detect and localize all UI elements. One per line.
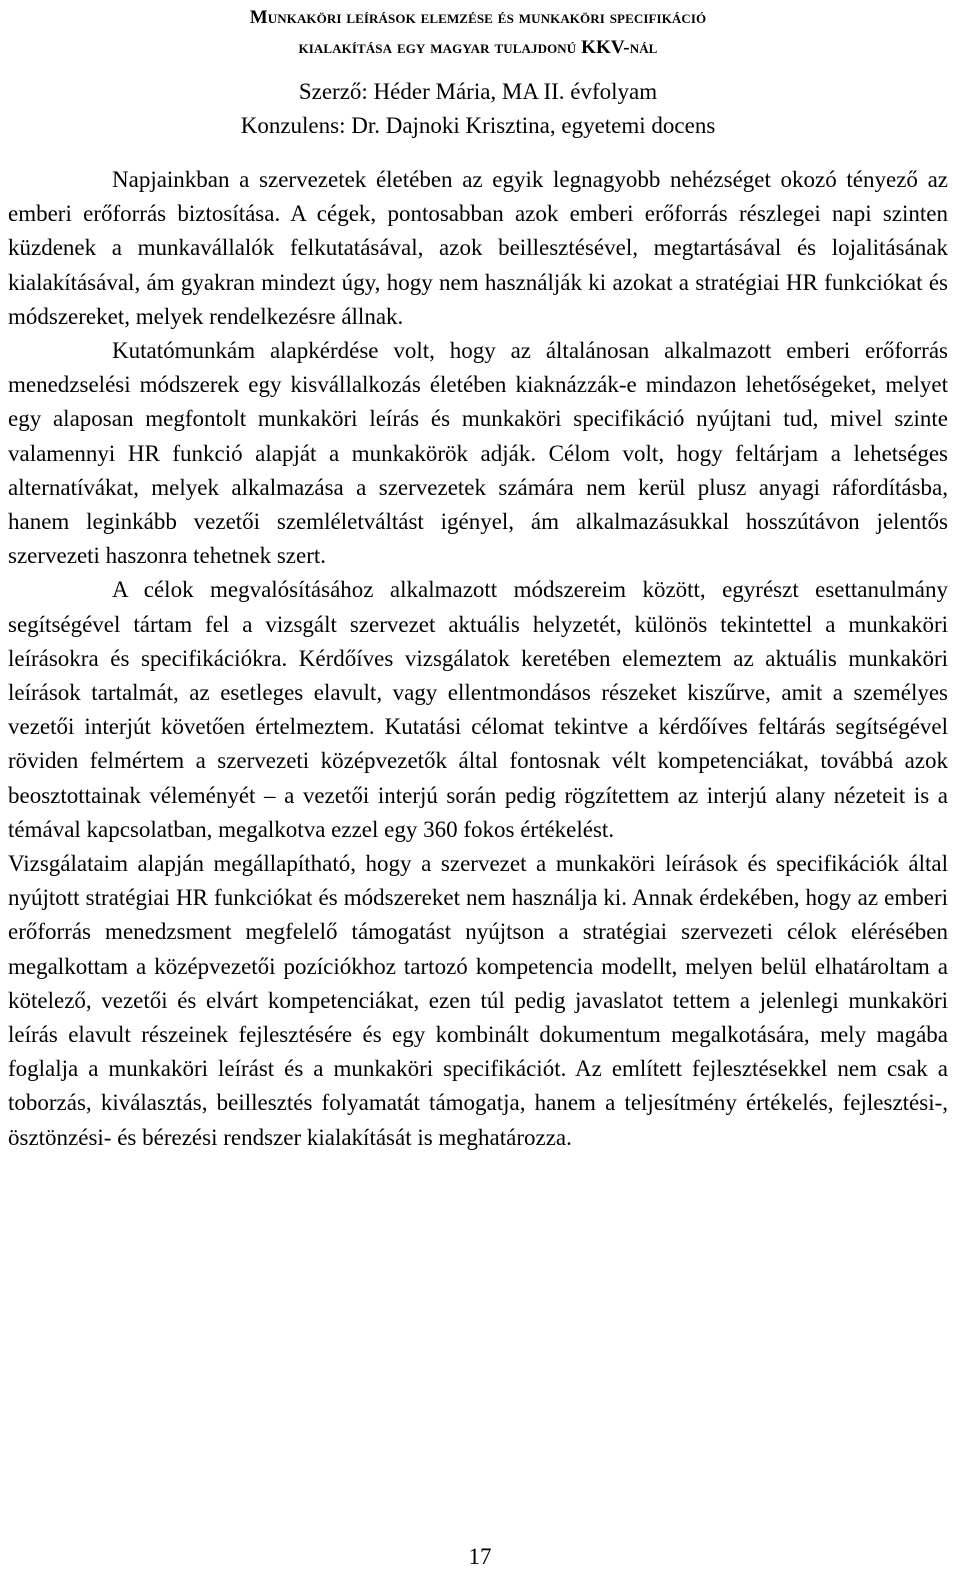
author-line: Szerző: Héder Mária, MA II. évfolyam	[298, 79, 658, 104]
author-block	[8, 75, 948, 143]
paragraph-3: A célok megvalósításához alkalmazott módszereim között, egyrészt esettanulmány segítségével tártam fel a vizsgált szervezet aktuális helyzetét, különös tekintettel a munkaköri leírásokra és specifikációkra. Kérdőíves vizsgálatok keretében elemeztem az aktuális munkaköri leírások tartalmát, az esetleges elavult, vagy ellentmondásos részeket kiszűrve, amit a személyes vezetői interjút követően értelmeztem. Kutatási célomat tekintve a kérdőíves feltárás segítségével röviden felmértem a szervezeti középvezetők által fontosnak vélt kompetenciákat, továbbá azok beosztottainak véleményét – a vezetői interjú során pedig rögzítettem az interjú alany nézeteit is a témával kapcsolatban, megalkotva ezzel egy 360 fokos értékelést.	[8, 577, 948, 842]
document-page	[8, 0, 948, 1155]
title-line-1: Munkaköri leírások elemzése és munkaköri specifikáció	[249, 7, 707, 28]
paragraph-1: Napjainkban a szervezetek életében az egyik legnagyobb nehézséget okozó tényező az emberi erőforrás biztosítása. A cégek, pontosabban azok emberi erőforrás részlegei napi szinten küzdenek a munkavállalók felkutatásával, azok beillesztésével, megtartásával és lojalitásának kialakításával, ám gyakran mindezt úgy, hogy nem használják ki azokat a stratégiai HR funkciókat és módszereket, melyek rendelkezésre állnak.	[8, 167, 948, 329]
abstract-body	[8, 163, 948, 1155]
paragraph-2: Kutatómunkám alapkérdése volt, hogy az általánosan alkalmazott emberi erőforrás menedzselési módszerek egy kisvállalkozás életében kiaknázzák-e mindazon lehetőségeket, melyet egy alaposan megfontolt munkaköri leírás és munkaköri specifikáció nyújtani tud, mivel szinte valamennyi HR funkció alapját a munkakörök adják. Célom volt, hogy feltárjam a lehetséges alternatívákat, melyek alkalmazása a szervezetek számára nem kerül plusz anyagi ráfordításba, hanem leginkább vezetői szemléletváltást igényel, ám alkalmazásukkal hosszútávon jelentős szervezeti haszonra tehetnek szert.	[8, 338, 948, 569]
paragraph-4: Vizsgálataim alapján megállapítható, hogy a szervezet a munkaköri leírások és specifikációk által nyújtott stratégiai HR funkciókat és módszereket nem használja ki. Annak érdekében, hogy az emberi erőforrás menedzsment megfelelő támogatást nyújtson a stratégiai szervezeti célok elérésében megalkottam a középvezetői pozíciókhoz tartozó kompetencia modellt, melyen belül elhatároltam a kötelező, vezetői és elvárt kompetenciákat, ezen túl pedig javaslatot tettem a jelenlegi munkaköri leírás elavult részeinek fejlesztésére és egy kombinált dokumentum megalkotására, mely magába foglalja a munkaköri leírást és a munkaköri specifikációt. Az említett fejlesztésekkel nem csak a toborzás, kiválasztás, beillesztés folyamatát támogatja, hanem a teljesítmény értékelés, fejlesztési-, ösztönzési- és bérezési rendszer kialakítását is meghatározza.	[8, 851, 948, 1150]
page-number: 17	[468, 1544, 492, 1569]
document-title	[8, 3, 948, 63]
supervisor-line: Konzulens: Dr. Dajnoki Krisztina, egyetemi docens	[240, 113, 716, 138]
title-line-2: kialakítása egy magyar tulajdonú KKV-nál	[298, 37, 658, 58]
